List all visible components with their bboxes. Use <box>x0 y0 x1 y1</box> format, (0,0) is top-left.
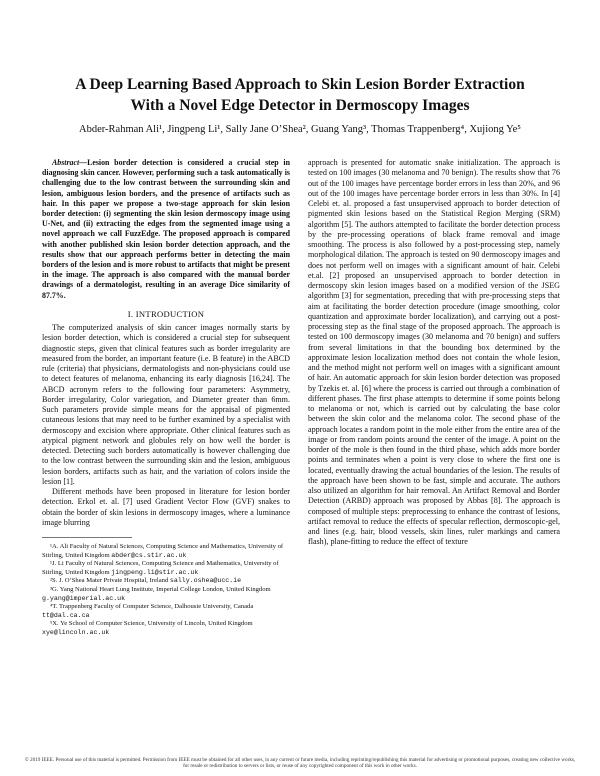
intro-paragraph-1: The computerized analysis of skin cancer images normally starts by lesion border detection, which is considered a crucial step for subsequent diagnostic steps, given that clinical features such as border irregularity are measured from the border, an important feature (i.e. B feature) in the ABCD rule (criteria) that physicians, dermatologists and non-physicians could use to detect features of melanoma, enhancing its early diagnosis [16,24]. The ABCD acronym refers to the following four parameters: Asymmetry, Border irregularity, Color variegation, and Diameter greater than 6mm. Such parameters provide simple means for the appraisal of pigmented cutaneous lesions that may need to be further examined by a specialist with dermoscopy and excision where appropriate. Other clinical features such as atypical pigment network and globules rely on how well the border is detected. Detecting such borders automatically is however challenging due to the low contrast between the surrounding skin and the lesion, ambiguous lesion borders, artifacts such as hair, and the variation of colors inside the lesion [1]. <box>42 323 290 486</box>
copyright-notice: © 2019 IEEE. Personal use of this material is permitted. Permission from IEEE must be obtained for all other uses, in any current or future media, including reprinting/republishing this material for advertising or promotional purposes, creating new collective works, for resale or redistribution to servers or lists, or reuse of any copyrighted component of this work in other works. <box>24 757 576 770</box>
footnote <box>42 560 290 577</box>
left-column <box>42 158 290 638</box>
abstract-body: —Lesion border detection is considered a crucial step in diagnosing skin cancer. However, performing such a task automatically is challenging due to the low contrast between the surrounding skin and lesion, ambiguous lesion borders, and the presence of artifacts such as hair. In this paper we propose a two-stage approach for skin lesion border detection: (i) segmenting the skin lesion dermoscopy image using U-Net, and (ii) extracting the edges from the segmented image using a novel approach we call FuzzEdge. The proposed approach is compared with another published skin lesion border detection approach, and the results show that our approach performs better in detecting the main borders of the lesion and is more robust to artifacts that might be present in the image. The approach is also compared with the manual border drawings of a dermatologist, resulting in an average Dice similarity of 87.7%. <box>42 158 290 300</box>
intro-paragraph-2: Different methods have been proposed in literature for lesion border detection. Erkol et. al. [7] used Gradient Vector Flow (GVF) snakes to obtain the border of skin lesions in dermoscopy images, where a luminance image blurring <box>42 487 290 527</box>
footnote <box>42 603 290 620</box>
footnote <box>42 543 290 560</box>
footnotes <box>42 543 290 638</box>
footnote-text: ³G. Yang National Heart Lung Institute, Imperial College London, United Kingdom <box>50 586 271 594</box>
footnote-email: g.yang@imperial.ac.uk <box>42 594 126 602</box>
title-line-2: With a Novel Edge Detector in Dermoscopy Images <box>130 97 470 114</box>
abstract <box>42 158 290 301</box>
section-heading: I. INTRODUCTION <box>127 308 205 319</box>
title-line-1: A Deep Learning Based Approach to Skin Lesion Border Extraction <box>75 76 525 93</box>
right-column <box>308 158 560 548</box>
abstract-lead: Abstract <box>52 158 80 167</box>
footnote-text: ⁴T. Trappenberg Faculty of Computer Science, Dalhousie University, Canada <box>50 603 254 611</box>
footnote-email: sally.oshea@ucc.ie <box>169 577 242 585</box>
author-list: Abder-Rahman Ali¹, Jingpeng Li¹, Sally Jane O’Shea², Guang Yang³, Thomas Trappenberg⁴, Xujiong Ye⁵ <box>79 124 521 135</box>
paper-title <box>40 74 560 116</box>
footnote <box>42 586 290 603</box>
footnote-text: ¹A. Ali Faculty of Natural Sciences, Computing Science and Mathematics, University of Stirling, United Kingdom <box>42 543 284 559</box>
footnote <box>42 620 290 637</box>
footnote-email: xye@lincoln.ac.uk <box>42 629 110 637</box>
footnote-email: tt@dal.ca.ca <box>42 611 90 619</box>
footnote-text: ⁵X. Ye School of Computer Science, University of Lincoln, United Kingdom <box>50 620 253 628</box>
footnote-email: abder@cs.stir.ac.uk <box>111 551 187 559</box>
footnote-text: ¹J. Li Faculty of Natural Sciences, Computing Science and Mathematics, University of Stirling, United Kingdom <box>42 560 279 576</box>
footnote-email: jingpeng.li@stir.ac.uk <box>111 568 199 576</box>
footnote-text: ²S. J. O’Shea Mater Private Hospital, Ireland <box>50 577 170 585</box>
footnote-divider <box>42 537 132 538</box>
right-column-text: approach is presented for automatic snake initialization. The approach is tested on 100 images (30 melanoma and 70 benign). The results show that 76 out of the 100 images have percentage border errors in less than 20%, and 96 out of the 100 images have percentage border errors in less than 30%. In [4] Celebi et. al. proposed a fast unsupervised approach to border detection of pigmented skin lesions based on the Statistical Region Merging (SRM) algorithm [5]. The authors attempted to facilitate the border detection process by the pre-processing operations of black frame removal and image smoothing. The process is also followed by a post-processing step, namely morphological dilation. The approach is tested on 90 dermoscopy images and does not perform well on images with a significant amount of hair. Celebi et.al. [2] proposed an unsupervised approach to border detection in dermoscopy skin lesion images based on a modified version of the JSEG algorithm [3] for segmentation, preceding that with pre-processing steps that aim at facilitating the border detection procedure (image smoothing, color quantization and approximate border localization), and carrying out a post-processing step as the final stage of the proposed approach. The approach is tested on 100 dermoscopy images (30 melanoma and 70 benign) and suffers from several limitations in that the bounding box determined by the approximate lesion localization method does not contain the whole lesion, and the method might not perform well on images with a significant amount of hair. An automatic approach for skin lesion border detection was proposed by Tzekis et. al. [6] where the process is carried out through a combination of different phases. The first phase attempts to determine if some points belong to melanoma or not, which is carried out by calculating the base color between the skin color and the melanoma color. The second phase of the approach locates a random point in the mole either from the entire area of the image or from random points around the center of the image. A point on the border of the mole is then found in the third phase, which adds more border points and terminates when a point is very close to where the first one is located, eventually drawing the actual boundaries of the lesion. The results of the approach have been shown to be fast, simple and accurate. The authors also utilized an algorithm for hair removal. An Artifact Removal and Border Detection (ARBD) approach was proposed by Abbas [8]. The approach is composed of multiple steps: preprocessing to enhance the contrast of lesions, artifact removal to reduce the effects of specular reflection, dermoscopic-gel, and lines (e.g. hair, blood vessels, skin lines, ruler markings and camera flash), plane-fitting to reduce the effect of texture <box>308 158 560 547</box>
footnote <box>42 577 290 586</box>
